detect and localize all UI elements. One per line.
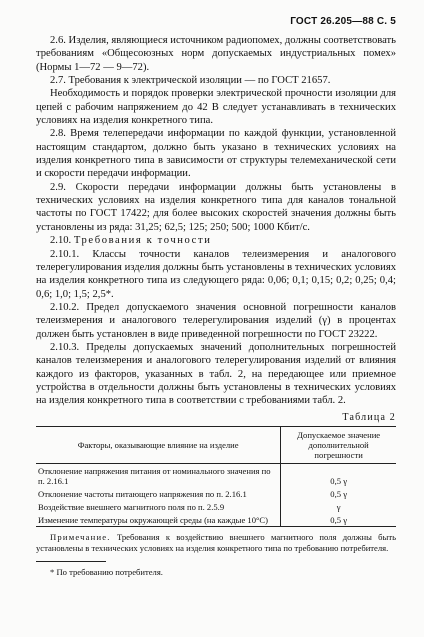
table-row <box>36 463 396 487</box>
paragraph-2-8: 2.8. Время телепередачи информации по каждой функции, установленной настоящим стандартом, должно быть указано в технических условиях на изделия конкретного типа в зависимости от структуры телемеханической сети и скорости передачи информации. <box>36 128 396 180</box>
column-header-factors: Факторы, оказывающие влияние на изделие <box>36 426 281 463</box>
section-heading-2-10 <box>36 234 396 247</box>
table-note <box>36 532 396 553</box>
value-cell: 0,5 γ <box>281 463 396 487</box>
paragraph-2-10-3: 2.10.3. Пределы допускаемых значений дополнительных погрешностей каналов телеизмерения и аналогового телерегулирования изделий от влияния каждого из факторов, указанных в табл. 2, на передающее или приемное устройства в отдельности должны быть установлены в технических условиях на изделия конкретного типа в соответствии с требованиями табл. 2. <box>36 341 396 407</box>
footnote-divider <box>36 561 106 562</box>
section-number: 2.10. <box>50 235 72 247</box>
value-cell: 0,5 γ <box>281 513 396 527</box>
paragraph-2-6: 2.6. Изделия, являющиеся источником радиопомех, должны соответствовать требованиям «Общесоюзных норм допускаемых индустриальных помех» (Нормы 1—72 — 9—72). <box>36 35 396 73</box>
table-caption: Таблица 2 <box>342 411 396 423</box>
paragraph-2-10-2: 2.10.2. Предел допускаемого значения основной погрешности каналов телеизмерения и аналогового телерегулирования изделий (γ) в процентах должен быть установлен в виде приведенной погрешности по ГОСТ 23222. <box>36 301 396 340</box>
value-cell: γ <box>281 500 396 513</box>
section-title: Требования к точности <box>73 235 212 247</box>
value-cell: 0,5 γ <box>281 487 396 500</box>
footnote: * По требованию потребителя. <box>50 567 163 578</box>
paragraph-2-10-1: 2.10.1. Классы точности каналов телеизмерения и аналогового телерегулирования изделия должны быть установлены в технических условиях на изделия конкретного типа из следующего ряда: 0,06; 0,1; 0,15; 0,2; 0,25; 0,4; 0,6; 1,0; 1,5; 2,5*. <box>36 248 396 300</box>
table-row <box>36 487 396 500</box>
note-label: Примечание. <box>50 531 111 542</box>
column-header-error: Допускаемое значение дополнительной погрешности <box>281 426 396 463</box>
paragraph-2-9: 2.9. Скорости передачи информации должны быть установлены в технических условиях на изделия конкретного типа для каналов тональной частоты по ГОСТ 17422; для более высоких скоростей значения должны быть установлены из ряда: 31,25; 62,5; 125; 250; 500; 1000 Кбит/с. <box>36 181 396 233</box>
paragraph-insulation: Необходимость и порядок проверки электрической прочности изоляции для цепей с рабочим напряжением до 42 В следует устанавливать в технических условиях на изделия конкретного типа. <box>36 88 396 127</box>
factor-cell: Изменение температуры окружающей среды (на каждые 10°С) <box>36 513 281 527</box>
factor-cell: Воздействие внешнего магнитного поля по п. 2.5.9 <box>38 501 225 512</box>
page-header: ГОСТ 26.205—88 С. 5 <box>290 16 396 27</box>
factor-cell: Отклонение частоты питающего напряжения по п. 2.16.1 <box>38 488 247 499</box>
table-row <box>36 513 396 527</box>
note-text: Требования к воздействию внешнего магнитного поля должны быть установлены в технических условиях на изделия конкретного типа по требованию потребителя. <box>36 531 396 553</box>
table-2 <box>36 426 396 527</box>
table-row <box>36 500 396 513</box>
document-body <box>36 34 396 580</box>
factor-cell: Отклонение напряжения питания от номинального значения по п. 2.16.1 <box>38 465 271 486</box>
paragraph-2-7: 2.7. Требования к электрической изоляции — по ГОСТ 21657. <box>50 75 331 87</box>
